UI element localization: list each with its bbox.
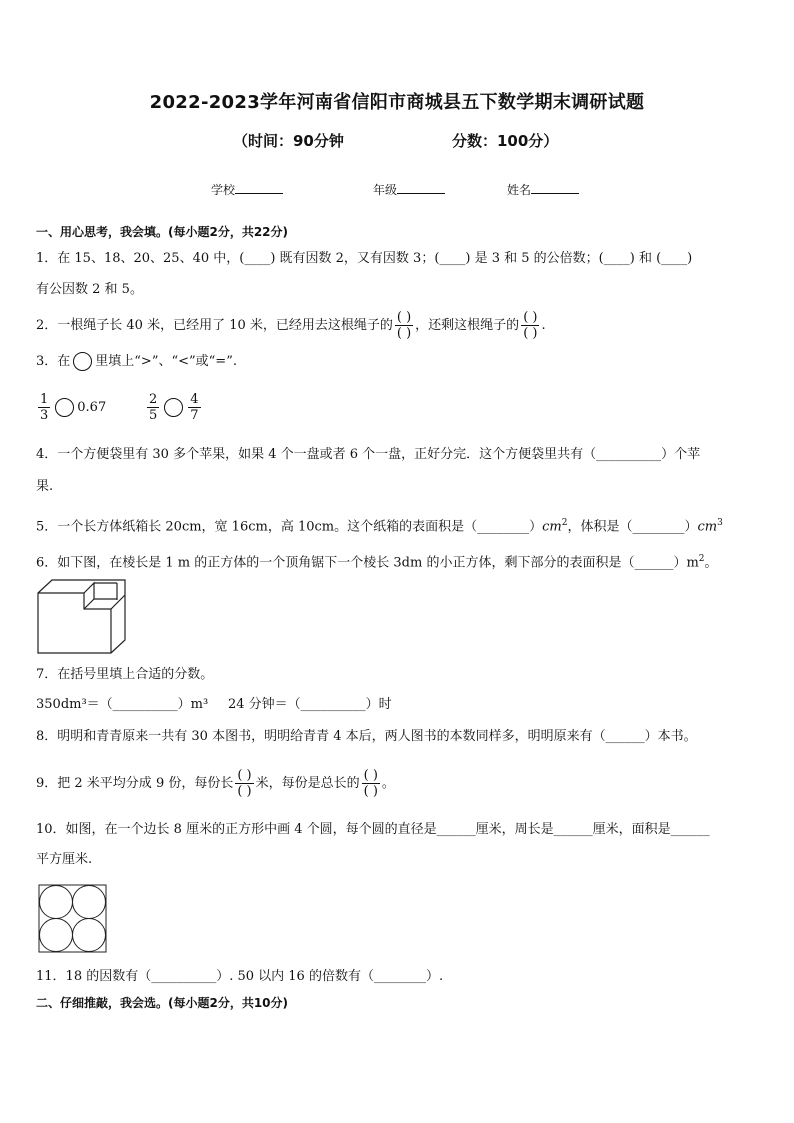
question-5-text-b: ，体积是（________） (567, 519, 698, 535)
question-4-line-1: 4．一个方便袋里有 30 多个苹果，如果 4 个一盘或者 6 个一盘，正好分完．这个方便袋里共有（__________）个苹 (36, 447, 701, 462)
fraction-numerator: 1 (40, 392, 49, 407)
question-8: 8．明明和青青原来一共有 30 本图书，明明给青青 4 本后，两人图书的本数同样多，明明原来有（______）本书。 (36, 729, 697, 744)
question-3-text-a: 3．在 (36, 354, 71, 369)
fraction-denominator: 5 (149, 408, 158, 423)
school-field (211, 181, 283, 198)
grade-label: 年级 (373, 183, 398, 197)
four-circles-figure (38, 884, 108, 954)
fraction-denominator: ( ) (363, 784, 378, 799)
page-title: 2022-2023学年河南省信阳市商城县五下数学期末调研试题 (149, 92, 645, 113)
question-9 (36, 768, 395, 799)
unit-volume: cm (697, 519, 718, 535)
question-7-b: 24 分钟＝（__________）时 (228, 697, 392, 712)
question-9-fraction-1 (235, 768, 253, 799)
question-3-text-b: 里填上“>”、“<”或“=”. (95, 354, 237, 369)
compare-circle-icon (73, 352, 92, 371)
circle-shape (73, 919, 106, 952)
question-3 (36, 352, 237, 372)
question-2-fraction-2 (521, 310, 539, 341)
grade-field (373, 181, 445, 198)
fraction-denominator: ( ) (523, 326, 538, 341)
circle-shape (40, 919, 73, 952)
circle-shape (73, 886, 106, 919)
fraction-denominator: 7 (190, 408, 199, 423)
school-label: 学校 (211, 183, 236, 197)
question-5-text-a: 5．一个长方体纸箱长 20cm，宽 16cm，高 10cm。这个纸箱的表面积是（________） (36, 519, 543, 535)
question-5 (36, 513, 723, 537)
fraction-numerator: ( ) (523, 310, 538, 325)
question-10-line-1: 10．如图，在一个边长 8 厘米的正方形中画 4 个圆，每个圆的直径是______厘米，周长是______厘米，面积是______ (36, 822, 710, 837)
exam-score: 分数：100分） (452, 132, 559, 150)
school-blank (235, 181, 283, 194)
name-blank (531, 181, 579, 194)
fraction-numerator: ( ) (363, 768, 378, 783)
question-11: 11．18 的因数有（__________）. 50 以内 16 的倍数有（________）. (36, 969, 444, 984)
section-2-title: 二、仔细推敲，我会选。(每小题2分，共10分) (36, 996, 289, 1010)
circle-shape (40, 886, 73, 919)
fraction-numerator: 4 (190, 392, 199, 407)
question-1-line-2: 有公因数 2 和 5。 (36, 282, 143, 297)
grade-blank (397, 181, 445, 194)
question-9-text-b: 米，每份是总长的 (255, 776, 360, 791)
question-2 (36, 310, 546, 341)
fraction-numerator: ( ) (237, 768, 252, 783)
question-7-a: 350dm³＝（__________）m³ (36, 697, 209, 712)
fraction-1-3 (38, 392, 50, 423)
question-2-text-b: ，还剩这根绳子的 (415, 318, 520, 333)
question-6-exponent: 2 (698, 554, 705, 564)
fraction-denominator: 3 (40, 408, 49, 423)
question-4-line-2: 果. (36, 479, 54, 494)
section-1-title: 一、用心思考，我会填。(每小题2分，共22分) (36, 225, 289, 239)
question-2-text-a: 2．一根绳子长 40 米，已经用了 10 米，已经用去这根绳子的 (36, 318, 393, 333)
question-3-item-1 (36, 392, 106, 423)
cube-outline (38, 580, 125, 653)
fraction-denominator: ( ) (396, 326, 412, 341)
compare-circle-icon (164, 398, 183, 417)
compare-circle-icon (55, 398, 74, 417)
question-9-text-a: 9．把 2 米平均分成 9 份，每份长 (36, 776, 234, 791)
square-outline (39, 885, 106, 952)
cube-figure (36, 577, 128, 657)
question-6 (36, 549, 718, 573)
question-2-fraction-1 (395, 310, 413, 341)
unit-area: cm (542, 519, 562, 535)
unit-area-exponent: 2 (561, 518, 568, 528)
exam-time: （时间：90分钟 (233, 132, 344, 150)
name-field (507, 181, 579, 198)
fraction-2-5 (147, 392, 159, 423)
question-9-fraction-2 (362, 768, 380, 799)
question-2-text-c: . (541, 318, 546, 333)
question-9-text-c: 。 (381, 776, 395, 791)
question-6-text-a: 6．如下图，在棱长是 1 m 的正方体的一个顶角锯下一个棱长 3dm 的小正方体，剩下部分的表面积是（______）m (36, 555, 699, 571)
name-label: 姓名 (507, 183, 532, 197)
question-3-item-2 (145, 392, 203, 423)
unit-volume-exponent: 3 (717, 518, 723, 528)
fraction-numerator: ( ) (396, 310, 412, 325)
fraction-4-7 (188, 392, 200, 423)
question-7-line-1: 7．在括号里填上合适的分数。 (36, 667, 214, 682)
question-10-line-2: 平方厘米. (36, 852, 93, 867)
fraction-denominator: ( ) (237, 784, 252, 799)
question-6-text-b: 。 (704, 555, 718, 571)
question-1-line-1: 1．在 15、18、20、25、40 中，(____) 既有因数 2，又有因数 3；(____) 是 3 和 5 的公倍数；(____) 和 (____) (36, 251, 693, 266)
fraction-numerator: 2 (149, 392, 158, 407)
compare-value: 0.67 (77, 400, 107, 415)
